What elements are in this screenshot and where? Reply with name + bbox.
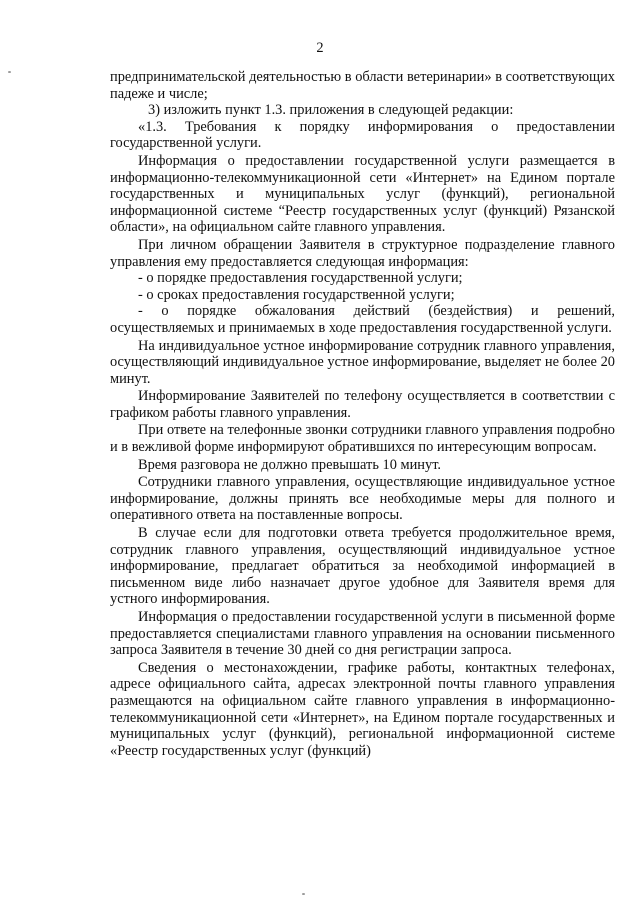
paragraph: Информирование Заявителей по телефону осуществляется в соответствии с графиком работы главного управления. [110, 388, 615, 421]
paragraph: При ответе на телефонные звонки сотрудники главного управления подробно и в вежливой форме информируют обратившихся по интересующим вопросам. [110, 422, 615, 456]
paragraph-item-3: 3) изложить пункт 1.3. приложения в следующей редакции: [148, 102, 514, 119]
paragraph: На индивидуальное устное информирование сотрудник главного управления, осуществляющий индивидуальное устное информирование, выделяет не более 20 минут. [110, 337, 615, 387]
paragraph: При личном обращении Заявителя в структурное подразделение главного управления ему предоставляется следующая информация: [110, 236, 615, 270]
scan-speck [302, 893, 305, 895]
paragraph: Сведения о местонахождении, графике работы, контактных телефонах, адресе официального сайта, адресах электронной почты главного управления размещаются на официальном сайте главного управления в информационно-телекоммуникационной сети «Интернет», на Едином портале государственных и муниципальных услуг (функций), региональной информационной системе «Реестр государственных услуг (функций) [110, 659, 615, 759]
list-item: - о порядке обжалования действий (бездействия) и решений, осуществляемых и принимаемых в ходе предоставления государственной услуги. [110, 303, 615, 336]
paragraph-continuation: предпринимательской деятельностью в области ветеринарии» в соответствующих падеже и числе; [110, 69, 615, 102]
paragraph: Время разговора не должно превышать 10 минут. [138, 456, 442, 473]
paragraph: В случае если для подготовки ответа требуется продолжительное время, сотрудник главного управления, осуществляющий индивидуальное устное информирование, предлагает обратиться за необходимой информацией в письменном виде либо назначает другое удобное для Заявителя время для устного информирования. [110, 525, 615, 608]
paragraph: Сотрудники главного управления, осуществляющие индивидуальное устное информирование, должны принять все необходимые меры для полного и оперативного ответа на поставленные вопросы. [110, 474, 615, 524]
scan-speck [8, 71, 11, 73]
document-body [110, 69, 615, 759]
page-number: 2 [316, 40, 324, 56]
list-item: - о сроках предоставления государственной услуги; [138, 286, 455, 303]
paragraph: Информация о предоставлении государственной услуги размещается в информационно-телекоммуникационной сети «Интернет» на Едином портале государственных и муниципальных услуг (функций), региональной информационной системе “Реестр государственных услуг (функций) Рязанской области», на официальном сайте главного управления. [110, 152, 615, 236]
list-item: - о порядке предоставления государственной услуги; [138, 270, 463, 287]
paragraph: Информация о предоставлении государственной услуги в письменной форме предоставляется специалистами главного управления на основании письменного запроса Заявителя в течение 30 дней со дня регистрации запроса. [110, 609, 615, 659]
paragraph-section-heading: «1.3. Требования к порядку информирования о предоставлении государственной услуги. [110, 118, 615, 152]
